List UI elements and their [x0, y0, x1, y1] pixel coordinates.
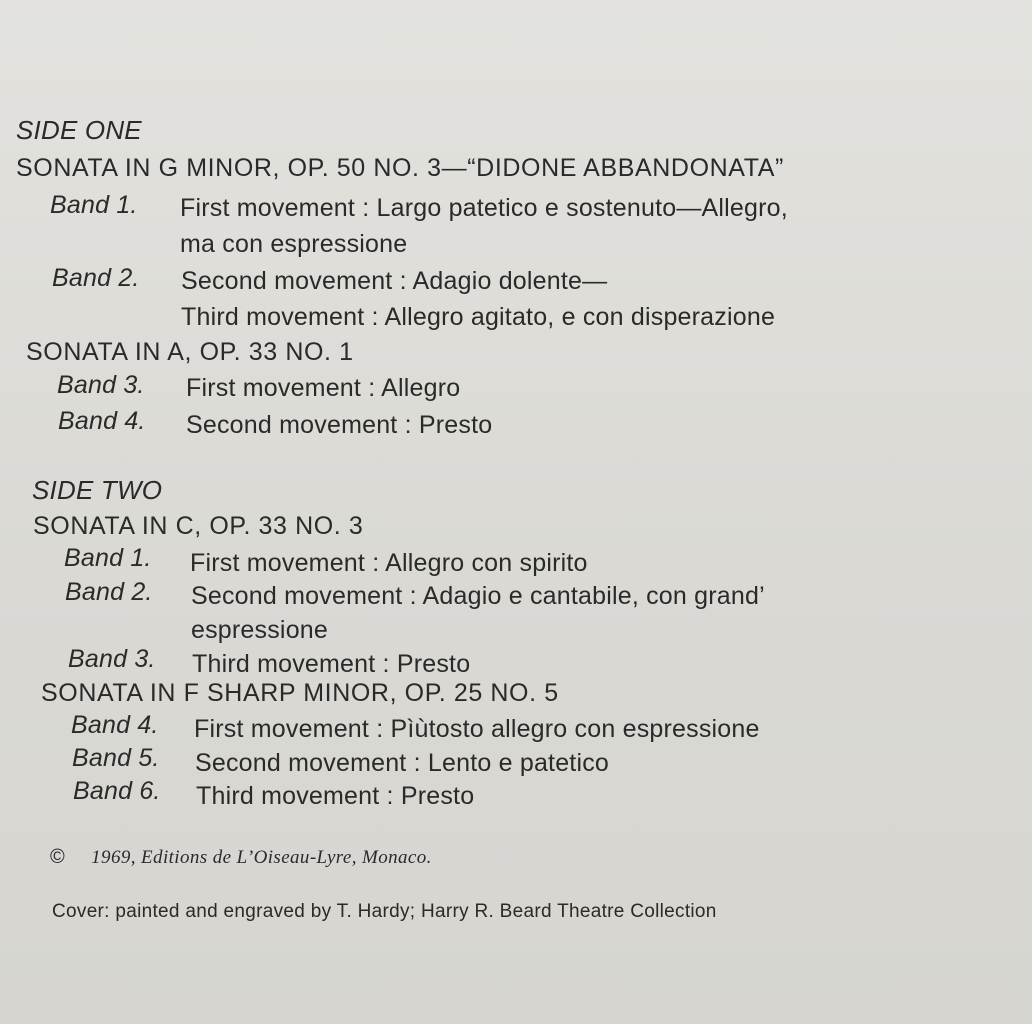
side-two-heading: SIDE TWO	[32, 475, 163, 505]
movement-line: First movement : Allegro con spirito	[190, 549, 588, 577]
band-label: Band 3.	[68, 645, 156, 673]
band-label: Band 5.	[72, 744, 160, 772]
movement-line: First movement : Allegro	[186, 374, 461, 402]
cover-credit: Cover: painted and engraved by T. Hardy; Harry R. Beard Theatre Collection	[52, 901, 717, 922]
movement-line: First movement : Pìùtosto allegro con espressione	[194, 715, 760, 743]
movement-line: Second movement : Adagio dolente—	[181, 267, 608, 295]
band-label: Band 4.	[58, 407, 146, 435]
sonata-title: SONATA IN G MINOR, OP. 50 NO. 3—“DIDONE ABBANDONATA”	[16, 154, 784, 182]
band-label: Band 3.	[57, 371, 145, 399]
band-label: Band 2.	[65, 578, 153, 606]
copyright-text: 1969, Editions de L’Oiseau-Lyre, Monaco.	[91, 847, 432, 868]
copyright-line	[50, 842, 432, 873]
movement-line: ma con espressione	[180, 230, 408, 258]
band-label: Band 6.	[73, 777, 161, 805]
band-label: Band 1.	[64, 544, 152, 572]
copyright-symbol: ©	[50, 846, 66, 868]
band-label: Band 1.	[50, 191, 138, 219]
band-label: Band 2.	[52, 264, 140, 292]
movement-line: Second movement : Lento e patetico	[195, 749, 610, 777]
movement-line: Third movement : Presto	[196, 782, 475, 810]
movement-line: espressione	[191, 616, 329, 644]
sonata-title: SONATA IN C, OP. 33 NO. 3	[33, 512, 364, 540]
band-label: Band 4.	[71, 711, 159, 739]
sonata-title: SONATA IN A, OP. 33 NO. 1	[26, 338, 354, 366]
movement-line: Third movement : Presto	[192, 650, 471, 678]
movement-line: Third movement : Allegro agitato, e con disperazione	[181, 303, 776, 331]
sonata-title: SONATA IN F SHARP MINOR, OP. 25 NO. 5	[41, 679, 559, 707]
side-one-heading: SIDE ONE	[16, 115, 142, 145]
movement-line: Second movement : Adagio e cantabile, con grand’	[191, 582, 765, 610]
movement-line: First movement : Largo patetico e sostenuto—Allegro,	[180, 194, 788, 222]
movement-line: Second movement : Presto	[186, 411, 493, 439]
